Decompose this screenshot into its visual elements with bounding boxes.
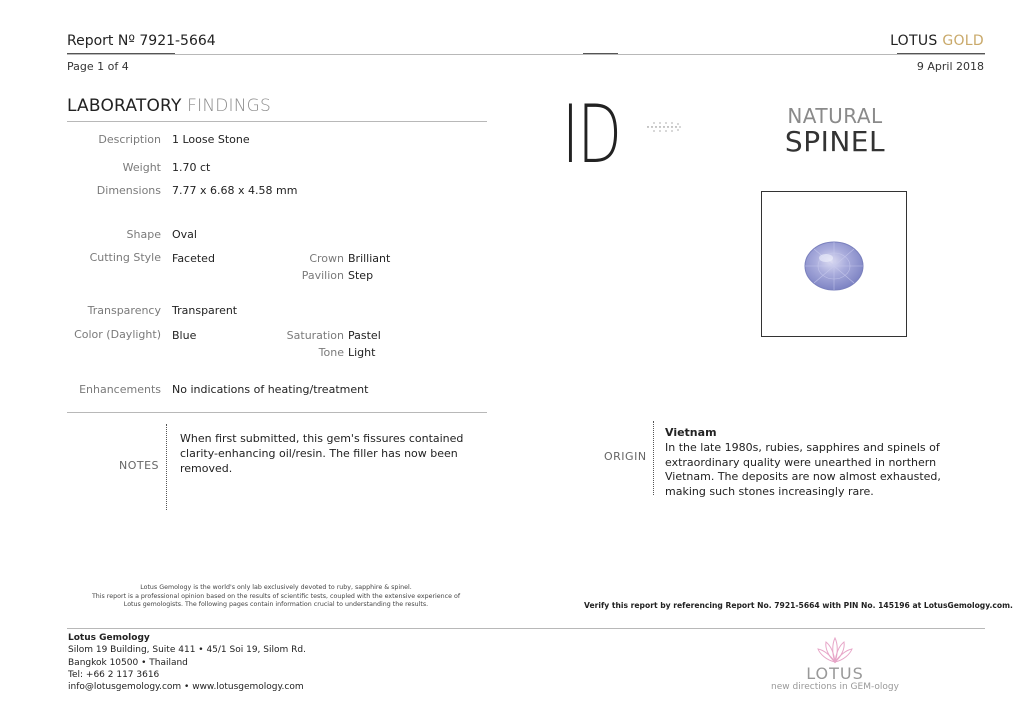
value-tone: Light	[348, 346, 376, 359]
origin-label: ORIGIN	[604, 450, 647, 463]
label-dimensions: Dimensions	[96, 184, 161, 197]
header-accent-left	[67, 53, 175, 54]
value-transparency: Transparent	[172, 304, 238, 317]
brand-main: LOTUS	[890, 33, 938, 49]
origin-title: Vietnam	[665, 426, 717, 439]
section-divider-top	[67, 121, 487, 122]
label-enhancements: Enhancements	[79, 383, 161, 396]
value-dimensions: 7.77 x 6.68 x 4.58 mm	[172, 184, 298, 197]
label-transparency: Transparency	[87, 304, 161, 317]
label-tone: Tone	[318, 346, 344, 359]
notes-dotted-divider	[166, 424, 167, 510]
header-accent-right	[897, 53, 985, 54]
address-phone: Tel: +66 2 117 3616	[68, 669, 160, 680]
address-line-2: Bangkok 10500 • Thailand	[68, 657, 188, 668]
value-weight: 1.70 ct	[172, 161, 211, 174]
section-divider-bottom	[67, 412, 487, 413]
address-line-1: Silom 19 Building, Suite 411 • 45/1 Soi 19, Silom Rd.	[68, 645, 306, 656]
header-divider	[67, 54, 985, 55]
value-color: Blue	[172, 329, 197, 342]
value-shape: Oval	[172, 228, 197, 241]
label-description: Description	[98, 133, 161, 146]
label-pavilion: Pavilion	[301, 269, 344, 282]
company-address	[68, 632, 306, 693]
footer-divider	[67, 628, 985, 629]
value-saturation: Pastel	[348, 329, 381, 342]
lotus-tagline: new directions in GEM-ology	[771, 682, 899, 692]
label-saturation: Saturation	[286, 329, 344, 342]
value-description: 1 Loose Stone	[172, 133, 250, 146]
label-color: Color (Daylight)	[74, 328, 161, 341]
origin-text: In the late 1980s, rubies, sapphires and spinels of extraordinary quality were unearthed in northern Vietnam. The deposits are now almost exhausted, making such stones increasingly rare.	[665, 441, 941, 498]
company-name: Lotus Gemology	[68, 633, 150, 643]
disclaimer-line-1: Lotus Gemology is the world's only lab exclusively devoted to ruby, sapphire & spinel.	[140, 584, 412, 591]
lotus-flower-icon	[815, 636, 855, 664]
report-date: 9 April 2018	[916, 60, 984, 73]
gem-species: SPINEL	[784, 125, 886, 158]
value-crown: Brilliant	[348, 252, 391, 265]
section-title-light: FINDINGS	[187, 96, 272, 116]
gem-image	[762, 192, 906, 336]
disclaimer-line-3: Lotus gemologists. The following pages contain information crucial to understanding the results.	[123, 601, 429, 609]
verify-statement: Verify this report by referencing Report No. 7921-5664 with PIN No. 145196 at LotusGemology.com.	[584, 601, 1013, 610]
label-shape: Shape	[126, 228, 161, 241]
gem-photo-frame	[761, 191, 907, 337]
value-enhancements: No indications of heating/treatment	[172, 383, 369, 396]
address-contacts: info@lotusgemology.com • www.lotusgemology.com	[68, 682, 304, 693]
gem-natural-label: NATURAL	[787, 104, 883, 128]
dotted-arrow-icon	[646, 119, 682, 135]
label-crown: Crown	[309, 252, 344, 265]
id-mark: ID	[562, 88, 621, 181]
header-accent-mid	[583, 53, 618, 54]
notes-text: When first submitted, this gem's fissures contained clarity-enhancing oil/resin. The filler has now been removed.	[180, 432, 464, 475]
lotus-logo-word: LOTUS	[806, 664, 864, 683]
value-cutting-style: Faceted	[172, 252, 215, 265]
brand-accent: GOLD	[942, 33, 984, 49]
label-weight: Weight	[122, 161, 161, 174]
disclaimer	[70, 584, 482, 610]
report-number: Report Nº 7921-5664	[67, 33, 216, 49]
disclaimer-line-2: This report is a professional opinion based on the results of scientific tests, coupled with the extensive experience of	[91, 592, 461, 600]
origin-dotted-divider	[653, 421, 654, 495]
value-pavilion: Step	[348, 269, 374, 282]
page-indicator: Page 1 of 4	[67, 60, 129, 73]
section-title	[67, 96, 271, 116]
notes-label: NOTES	[119, 459, 160, 472]
label-cutting-style: Cutting Style	[89, 251, 161, 264]
brand-logo-text	[890, 33, 984, 49]
section-title-main: LABORATORY	[67, 96, 182, 116]
